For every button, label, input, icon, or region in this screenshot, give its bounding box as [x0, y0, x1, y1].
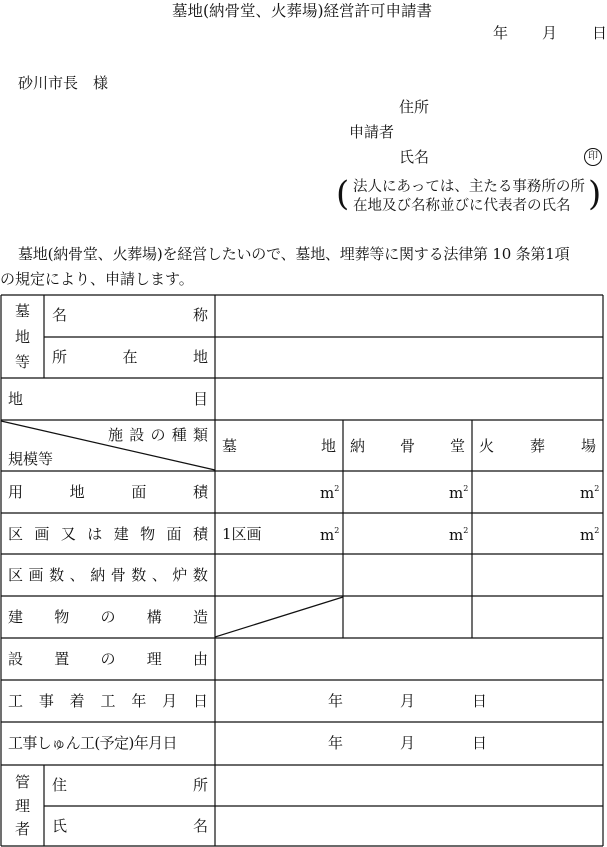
- completion-day-unit: 日: [472, 734, 488, 752]
- sqm-unit: [320, 526, 339, 544]
- bochi-group-char: 墓: [14, 302, 30, 320]
- header-char: 葬: [529, 437, 545, 455]
- label-char: 数: [192, 566, 208, 584]
- label-char: 用: [8, 483, 24, 501]
- manager-group-char: 理: [14, 796, 30, 815]
- label-char: 設: [8, 650, 24, 668]
- label-char: 積: [192, 483, 208, 501]
- label-char: の: [150, 426, 166, 444]
- label-char: 事: [38, 692, 54, 710]
- label-char: 面: [131, 483, 147, 501]
- form-title: 墓地(納骨堂、火葬場)経営許可申請書: [171, 2, 433, 20]
- date-year: 年: [493, 24, 509, 42]
- sqm-exponent: 2: [334, 526, 340, 535]
- row-label-construction-start: [8, 694, 208, 709]
- sqm-letter: m: [320, 484, 335, 502]
- sqm-letter: m: [580, 484, 595, 502]
- bochi-group-label: [1, 304, 44, 370]
- row-label-location: [52, 350, 208, 365]
- row-label-completion: 工事しゅん工(予定)年月日: [8, 734, 177, 752]
- sqm-letter: m: [580, 526, 595, 544]
- label-char: 造: [192, 608, 208, 626]
- label-char: 称: [192, 306, 208, 324]
- manager-group-char: 者: [14, 820, 30, 838]
- corporate-note-line2: 在地及び名称並びに代表者の氏名: [353, 198, 571, 214]
- label-char: 類: [192, 426, 208, 444]
- label-char: 在: [122, 348, 138, 366]
- label-char: 地: [69, 483, 85, 501]
- label-char: 工: [8, 692, 24, 710]
- label-char: 置: [54, 650, 70, 668]
- per-section-prefix: 1区画: [222, 525, 262, 543]
- body-text-line2: の規定により、申請します。: [0, 270, 194, 288]
- label-char: 所: [52, 348, 68, 366]
- label-char: 区: [8, 525, 24, 543]
- label-char: 積: [192, 525, 208, 543]
- header-char: 場: [580, 437, 596, 455]
- label-char: 地: [192, 348, 208, 366]
- label-char: 物: [140, 525, 156, 543]
- label-char: 又: [60, 525, 76, 543]
- label-char: 建: [113, 525, 129, 543]
- sqm-letter: m: [449, 526, 464, 544]
- body-text-line1: 墓地(納骨堂、火葬場)を経営したいので、墓地、埋葬等に関する法律第 10 条第1項: [18, 245, 570, 263]
- label-char: の: [100, 650, 116, 668]
- sqm-exponent: 2: [594, 526, 600, 535]
- sqm-exponent: 2: [463, 484, 469, 493]
- sqm-unit: [580, 484, 599, 502]
- label-char: 月: [162, 692, 178, 710]
- label-char: 由: [192, 650, 208, 668]
- col-header-bochi: [222, 439, 336, 454]
- sqm-unit: [320, 484, 339, 502]
- header-char: 骨: [399, 437, 415, 455]
- manager-address-label: [52, 778, 208, 793]
- label-char: 画: [34, 525, 50, 543]
- label-char: 炉: [172, 566, 188, 584]
- sqm-letter: m: [449, 484, 464, 502]
- label-char: 施: [108, 426, 124, 444]
- start-year-unit: 年: [328, 692, 344, 710]
- row-label-count: [8, 568, 208, 583]
- sqm-exponent: 2: [594, 484, 600, 493]
- sqm-exponent: 2: [334, 484, 340, 493]
- row-label-chimoku: [8, 392, 208, 407]
- manager-group-label: [1, 775, 44, 837]
- label-char: 画: [28, 566, 44, 584]
- label-char: 工: [100, 692, 116, 710]
- label-char: 地: [8, 390, 24, 408]
- label-char: は: [87, 525, 103, 543]
- completion-year-unit: 年: [328, 734, 344, 752]
- header-char: 墓: [222, 437, 238, 455]
- sqm-unit: [449, 484, 468, 502]
- label-char: 建: [8, 608, 24, 626]
- label-char: 骨: [110, 566, 126, 584]
- label-char: 設: [129, 426, 145, 444]
- sqm-unit: [580, 526, 599, 544]
- label-char: 数: [49, 566, 65, 584]
- start-month-unit: 月: [400, 692, 416, 710]
- label-char: 氏: [52, 817, 68, 835]
- label-char: 、: [151, 566, 167, 584]
- manager-group-char: 管: [14, 773, 30, 791]
- completion-month-unit: 月: [400, 734, 416, 752]
- label-char: 物: [54, 608, 70, 626]
- label-char: 所: [192, 776, 208, 794]
- note-paren-left: (: [336, 174, 350, 214]
- label-char: 、: [69, 566, 85, 584]
- row-label-site-area: [8, 485, 208, 500]
- header-char: 納: [350, 437, 366, 455]
- facility-kind-label: [108, 428, 208, 443]
- label-char: 着: [69, 692, 85, 710]
- label-char: 区: [8, 566, 24, 584]
- addressee: 砂川市長 様: [18, 74, 109, 92]
- label-char: 納: [90, 566, 106, 584]
- label-char: 種: [171, 426, 187, 444]
- label-char: 目: [192, 390, 208, 408]
- col-header-nokotsudo: [350, 439, 465, 454]
- label-char: 名: [192, 817, 208, 835]
- label-char: 年: [131, 692, 147, 710]
- note-paren-right: ): [588, 174, 602, 214]
- label-char: 名: [52, 306, 68, 324]
- label-char: 日: [192, 692, 208, 710]
- header-char: 地: [320, 437, 336, 455]
- label-char: 構: [146, 608, 162, 626]
- bochi-group-char: 等: [14, 353, 30, 371]
- seal-mark: 印: [584, 148, 602, 166]
- header-char: 火: [479, 437, 495, 455]
- start-day-unit: 日: [472, 692, 488, 710]
- bochi-group-char: 地: [14, 327, 30, 346]
- manager-name-label: [52, 819, 208, 834]
- label-char: 住: [52, 776, 68, 794]
- row-label-name: [52, 308, 208, 323]
- date-day: 日: [592, 24, 607, 42]
- header-char: 堂: [449, 437, 465, 455]
- label-char: 面: [166, 525, 182, 543]
- applicant-label: 申請者: [349, 123, 395, 141]
- row-label-reason: [8, 652, 208, 667]
- sqm-exponent: 2: [463, 526, 469, 535]
- label-char: 理: [146, 650, 162, 668]
- row-label-structure: [8, 610, 208, 625]
- date-month: 月: [542, 24, 558, 42]
- scale-label: 規模等: [8, 450, 54, 468]
- applicant-address-label: 住所: [399, 98, 430, 116]
- label-char: の: [100, 608, 116, 626]
- sqm-unit: [449, 526, 468, 544]
- label-char: 数: [131, 566, 147, 584]
- corporate-note-line1: 法人にあっては、主たる事務所の所: [353, 179, 585, 195]
- row-label-section-area: [8, 527, 208, 542]
- col-header-kasoba: [479, 439, 596, 454]
- applicant-name-label: 氏名: [399, 148, 430, 166]
- sqm-letter: m: [320, 526, 335, 544]
